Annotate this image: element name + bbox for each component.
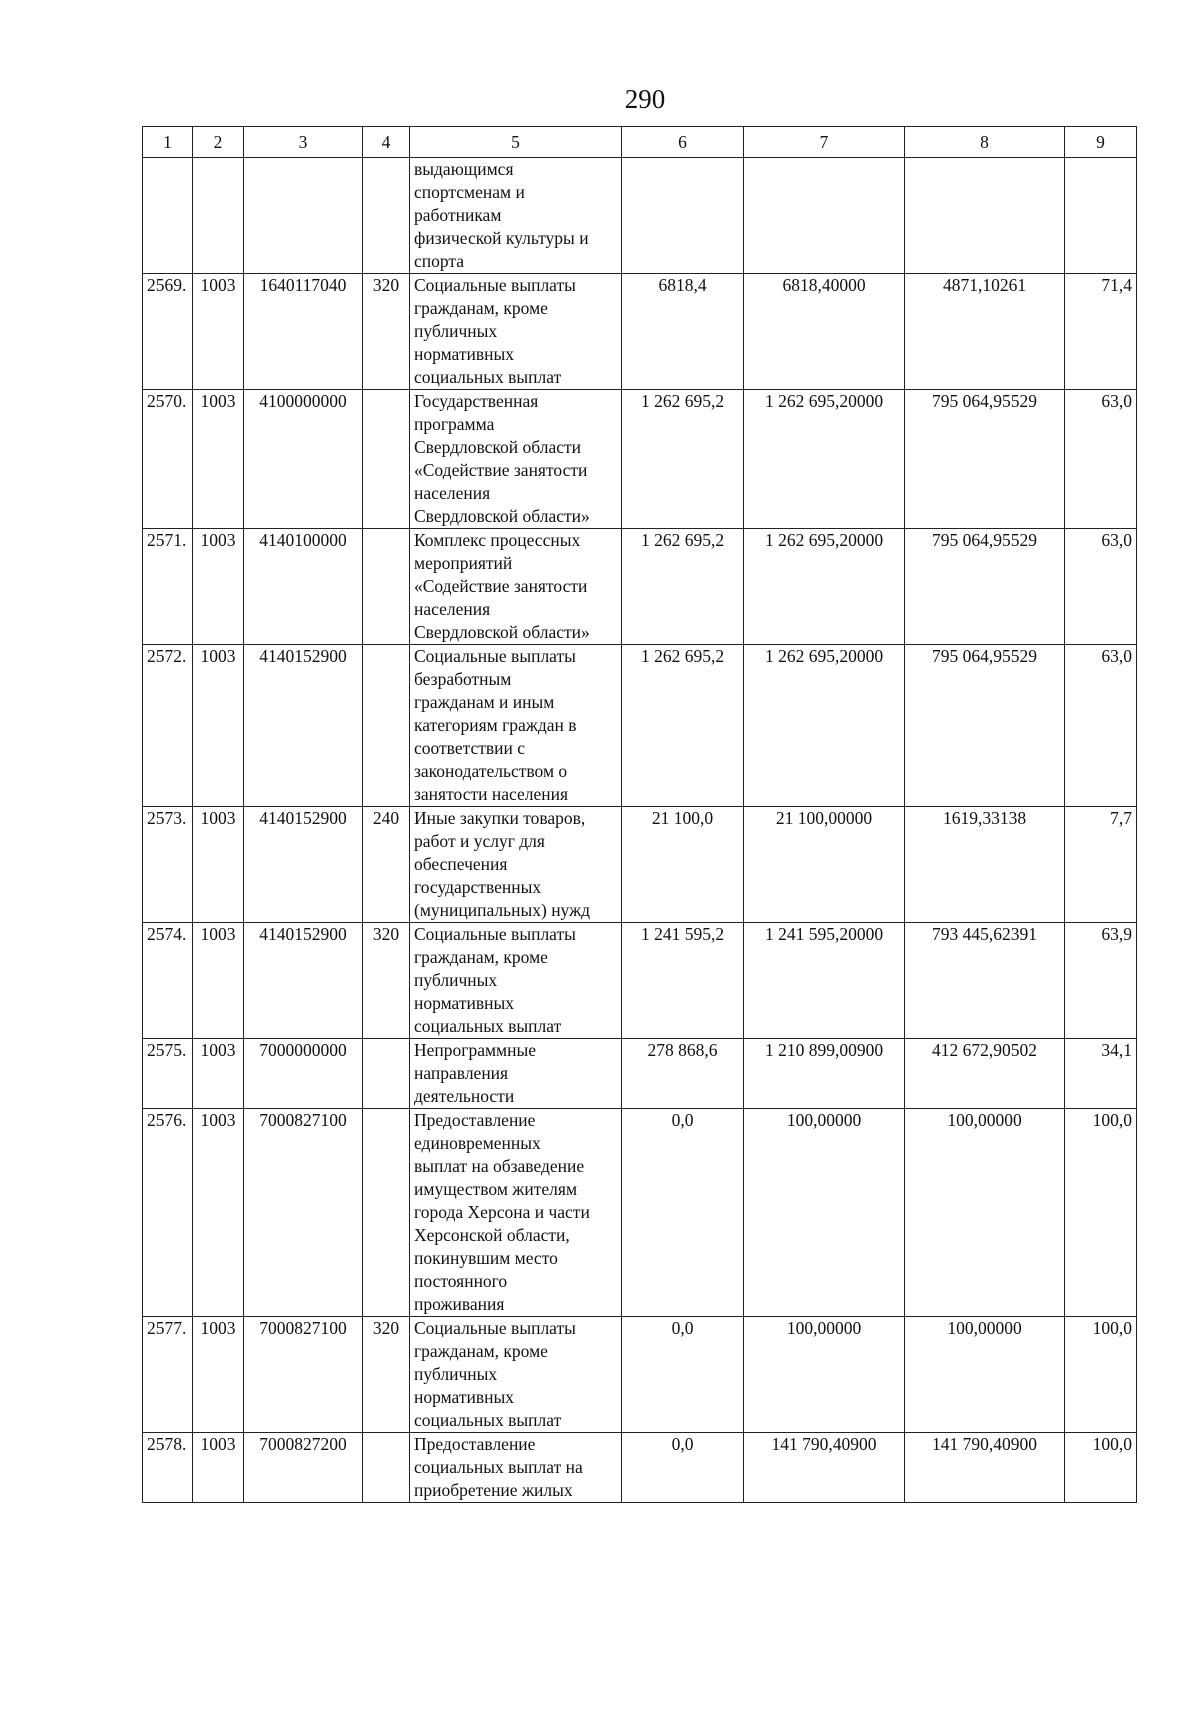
approved-amount-cell: 1 262 695,2 bbox=[622, 645, 744, 807]
approved-amount-cell: 0,0 bbox=[622, 1317, 744, 1433]
item-name-line: выплат на обзаведение bbox=[414, 1156, 585, 1176]
col-header-9: 9 bbox=[1065, 127, 1137, 158]
item-name-line: города Херсона и части bbox=[414, 1202, 590, 1222]
executed-amount-cell: 141 790,40900 bbox=[905, 1433, 1065, 1503]
item-name-line: населения bbox=[414, 599, 491, 619]
col-header-2: 2 bbox=[193, 127, 244, 158]
row-number-cell: 2574. bbox=[143, 923, 193, 1039]
item-name-line: единовременных bbox=[414, 1133, 541, 1153]
table-row bbox=[143, 1433, 1137, 1503]
budget-list-amount-cell: 100,00000 bbox=[744, 1317, 905, 1433]
item-name-line: Свердловской области» bbox=[414, 506, 590, 526]
target-article-cell: 7000827100 bbox=[244, 1109, 363, 1317]
budget-list-amount-cell bbox=[744, 158, 905, 274]
execution-percent-cell: 34,1 bbox=[1065, 1039, 1137, 1109]
expense-type-cell bbox=[363, 390, 410, 529]
budget-list-amount-cell: 1 262 695,20000 bbox=[744, 645, 905, 807]
item-name-cell bbox=[410, 529, 622, 645]
approved-amount-cell: 0,0 bbox=[622, 1109, 744, 1317]
item-name-cell bbox=[410, 1317, 622, 1433]
expense-type-cell: 320 bbox=[363, 274, 410, 390]
item-name-line: Предоставление bbox=[414, 1434, 536, 1454]
item-name-line: работникам bbox=[414, 205, 502, 225]
row-number-cell: 2578. bbox=[143, 1433, 193, 1503]
section-code-cell: 1003 bbox=[193, 1317, 244, 1433]
item-name-line: физической культуры и bbox=[414, 228, 589, 248]
budget-list-amount-cell: 1 241 595,20000 bbox=[744, 923, 905, 1039]
item-name-cell bbox=[410, 158, 622, 274]
row-number-cell: 2573. bbox=[143, 807, 193, 923]
target-article-cell: 7000827200 bbox=[244, 1433, 363, 1503]
item-name-line: Комплекс процессных bbox=[414, 530, 581, 550]
item-name-line: выдающимся bbox=[414, 159, 514, 179]
row-number-cell: 2571. bbox=[143, 529, 193, 645]
item-name-line: соответствии с bbox=[414, 738, 526, 758]
item-name-line: социальных выплат bbox=[414, 1016, 562, 1036]
item-name-line: нормативных bbox=[414, 344, 515, 364]
section-code-cell: 1003 bbox=[193, 807, 244, 923]
item-name-line: публичных bbox=[414, 321, 498, 341]
expense-type-cell: 320 bbox=[363, 923, 410, 1039]
budget-list-amount-cell: 141 790,40900 bbox=[744, 1433, 905, 1503]
item-name-line: постоянного bbox=[414, 1271, 508, 1291]
target-article-cell: 4100000000 bbox=[244, 390, 363, 529]
table-row bbox=[143, 923, 1137, 1039]
execution-percent-cell: 100,0 bbox=[1065, 1317, 1137, 1433]
budget-table bbox=[142, 126, 1137, 1503]
item-name-line: законодательством о bbox=[414, 761, 568, 781]
expense-type-cell bbox=[363, 1109, 410, 1317]
table-row bbox=[143, 645, 1137, 807]
expense-type-cell bbox=[363, 529, 410, 645]
target-article-cell bbox=[244, 158, 363, 274]
execution-percent-cell: 63,9 bbox=[1065, 923, 1137, 1039]
target-article-cell: 7000000000 bbox=[244, 1039, 363, 1109]
row-number-cell: 2569. bbox=[143, 274, 193, 390]
executed-amount-cell: 795 064,95529 bbox=[905, 390, 1065, 529]
item-name-cell bbox=[410, 807, 622, 923]
expense-type-cell bbox=[363, 1433, 410, 1503]
item-name-line: спортсменам и bbox=[414, 182, 525, 202]
row-number-cell: 2577. bbox=[143, 1317, 193, 1433]
section-code-cell: 1003 bbox=[193, 1433, 244, 1503]
item-name-line: гражданам, кроме bbox=[414, 947, 548, 967]
row-number-cell: 2576. bbox=[143, 1109, 193, 1317]
col-header-6: 6 bbox=[622, 127, 744, 158]
page-number: 290 bbox=[624, 84, 666, 114]
item-name-cell bbox=[410, 923, 622, 1039]
item-name-line: Непрограммные bbox=[414, 1040, 537, 1060]
budget-list-amount-cell: 100,00000 bbox=[744, 1109, 905, 1317]
section-code-cell: 1003 bbox=[193, 923, 244, 1039]
item-name-line: Херсонской области, bbox=[414, 1225, 570, 1245]
execution-percent-cell: 63,0 bbox=[1065, 529, 1137, 645]
approved-amount-cell: 1 262 695,2 bbox=[622, 390, 744, 529]
item-name-line: мероприятий bbox=[414, 553, 513, 573]
item-name-line: Свердловской области» bbox=[414, 622, 590, 642]
item-name-line: (муниципальных) нужд bbox=[414, 900, 591, 920]
header-row bbox=[143, 127, 1137, 158]
table-header bbox=[143, 127, 1137, 158]
target-article-cell: 4140152900 bbox=[244, 923, 363, 1039]
budget-list-amount-cell: 1 262 695,20000 bbox=[744, 529, 905, 645]
item-name-line: безработным bbox=[414, 669, 512, 689]
item-name-line: категориям граждан в bbox=[414, 715, 577, 735]
budget-list-amount-cell: 21 100,00000 bbox=[744, 807, 905, 923]
execution-percent-cell: 63,0 bbox=[1065, 645, 1137, 807]
execution-percent-cell: 100,0 bbox=[1065, 1433, 1137, 1503]
table-row bbox=[143, 807, 1137, 923]
executed-amount-cell: 100,00000 bbox=[905, 1109, 1065, 1317]
section-code-cell bbox=[193, 158, 244, 274]
item-name-line: имуществом жителям bbox=[414, 1179, 578, 1199]
executed-amount-cell: 100,00000 bbox=[905, 1317, 1065, 1433]
budget-list-amount-cell: 6818,40000 bbox=[744, 274, 905, 390]
col-header-1: 1 bbox=[143, 127, 193, 158]
approved-amount-cell: 1 262 695,2 bbox=[622, 529, 744, 645]
executed-amount-cell bbox=[905, 158, 1065, 274]
table-row bbox=[143, 1317, 1137, 1433]
approved-amount-cell: 21 100,0 bbox=[622, 807, 744, 923]
approved-amount-cell: 278 868,6 bbox=[622, 1039, 744, 1109]
executed-amount-cell: 412 672,90502 bbox=[905, 1039, 1065, 1109]
execution-percent-cell: 100,0 bbox=[1065, 1109, 1137, 1317]
item-name-line: населения bbox=[414, 483, 491, 503]
item-name-line: нормативных bbox=[414, 1387, 515, 1407]
item-name-line: программа bbox=[414, 414, 495, 434]
item-name-cell bbox=[410, 1433, 622, 1503]
section-code-cell: 1003 bbox=[193, 645, 244, 807]
item-name-line: «Содействие занятости bbox=[414, 460, 588, 480]
executed-amount-cell: 795 064,95529 bbox=[905, 529, 1065, 645]
executed-amount-cell: 793 445,62391 bbox=[905, 923, 1065, 1039]
execution-percent-cell bbox=[1065, 158, 1137, 274]
item-name-line: Социальные выплаты bbox=[414, 924, 576, 944]
item-name-line: Социальные выплаты bbox=[414, 1318, 576, 1338]
col-header-3: 3 bbox=[244, 127, 363, 158]
col-header-7: 7 bbox=[744, 127, 905, 158]
executed-amount-cell: 4871,10261 bbox=[905, 274, 1065, 390]
table-body bbox=[143, 158, 1137, 1503]
item-name-line: Социальные выплаты bbox=[414, 275, 576, 295]
execution-percent-cell: 71,4 bbox=[1065, 274, 1137, 390]
item-name-line: Предоставление bbox=[414, 1110, 536, 1130]
item-name-line: проживания bbox=[414, 1294, 505, 1314]
target-article-cell: 7000827100 bbox=[244, 1317, 363, 1433]
expense-type-cell bbox=[363, 158, 410, 274]
table-row bbox=[143, 390, 1137, 529]
item-name-line: занятости населения bbox=[414, 784, 569, 804]
row-number-cell: 2570. bbox=[143, 390, 193, 529]
item-name-line: Свердловской области bbox=[414, 437, 582, 457]
section-code-cell: 1003 bbox=[193, 529, 244, 645]
item-name-line: социальных выплат на bbox=[414, 1457, 583, 1477]
expense-type-cell: 320 bbox=[363, 1317, 410, 1433]
table-row bbox=[143, 1109, 1137, 1317]
item-name-line: работ и услуг для bbox=[414, 831, 545, 851]
col-header-4: 4 bbox=[363, 127, 410, 158]
item-name-cell bbox=[410, 390, 622, 529]
budget-list-amount-cell: 1 262 695,20000 bbox=[744, 390, 905, 529]
expense-type-cell bbox=[363, 1039, 410, 1109]
item-name-line: направления bbox=[414, 1063, 509, 1083]
section-code-cell: 1003 bbox=[193, 1039, 244, 1109]
target-article-cell: 4140100000 bbox=[244, 529, 363, 645]
row-number-cell bbox=[143, 158, 193, 274]
col-header-5: 5 bbox=[410, 127, 622, 158]
item-name-line: Социальные выплаты bbox=[414, 646, 576, 666]
item-name-line: гражданам, кроме bbox=[414, 298, 548, 318]
col-header-8: 8 bbox=[905, 127, 1065, 158]
section-code-cell: 1003 bbox=[193, 1109, 244, 1317]
target-article-cell: 4140152900 bbox=[244, 645, 363, 807]
item-name-line: публичных bbox=[414, 970, 498, 990]
section-code-cell: 1003 bbox=[193, 390, 244, 529]
budget-list-amount-cell: 1 210 899,00900 bbox=[744, 1039, 905, 1109]
row-number-cell: 2572. bbox=[143, 645, 193, 807]
table-row bbox=[143, 274, 1137, 390]
approved-amount-cell: 1 241 595,2 bbox=[622, 923, 744, 1039]
approved-amount-cell bbox=[622, 158, 744, 274]
item-name-line: социальных выплат bbox=[414, 367, 562, 387]
item-name-cell bbox=[410, 1039, 622, 1109]
item-name-line: гражданам и иным bbox=[414, 692, 555, 712]
row-number-cell: 2575. bbox=[143, 1039, 193, 1109]
execution-percent-cell: 7,7 bbox=[1065, 807, 1137, 923]
item-name-line: «Содействие занятости bbox=[414, 576, 588, 596]
item-name-cell bbox=[410, 645, 622, 807]
target-article-cell: 4140152900 bbox=[244, 807, 363, 923]
item-name-line: Иные закупки товаров, bbox=[414, 808, 586, 828]
approved-amount-cell: 0,0 bbox=[622, 1433, 744, 1503]
item-name-line: Государственная bbox=[414, 391, 539, 411]
section-code-cell: 1003 bbox=[193, 274, 244, 390]
item-name-line: публичных bbox=[414, 1364, 498, 1384]
item-name-line: нормативных bbox=[414, 993, 515, 1013]
table-row bbox=[143, 529, 1137, 645]
execution-percent-cell: 63,0 bbox=[1065, 390, 1137, 529]
table-row bbox=[143, 1039, 1137, 1109]
table-row bbox=[143, 158, 1137, 274]
executed-amount-cell: 1619,33138 bbox=[905, 807, 1065, 923]
item-name-line: обеспечения bbox=[414, 854, 508, 874]
approved-amount-cell: 6818,4 bbox=[622, 274, 744, 390]
target-article-cell: 1640117040 bbox=[244, 274, 363, 390]
expense-type-cell: 240 bbox=[363, 807, 410, 923]
item-name-line: государственных bbox=[414, 877, 542, 897]
item-name-line: спорта bbox=[414, 251, 465, 271]
item-name-line: гражданам, кроме bbox=[414, 1341, 548, 1361]
item-name-line: деятельности bbox=[414, 1086, 515, 1106]
executed-amount-cell: 795 064,95529 bbox=[905, 645, 1065, 807]
item-name-line: покинувшим место bbox=[414, 1248, 558, 1268]
item-name-cell bbox=[410, 274, 622, 390]
expense-type-cell bbox=[363, 645, 410, 807]
item-name-line: приобретение жилых bbox=[414, 1480, 573, 1500]
item-name-cell bbox=[410, 1109, 622, 1317]
item-name-line: социальных выплат bbox=[414, 1410, 562, 1430]
